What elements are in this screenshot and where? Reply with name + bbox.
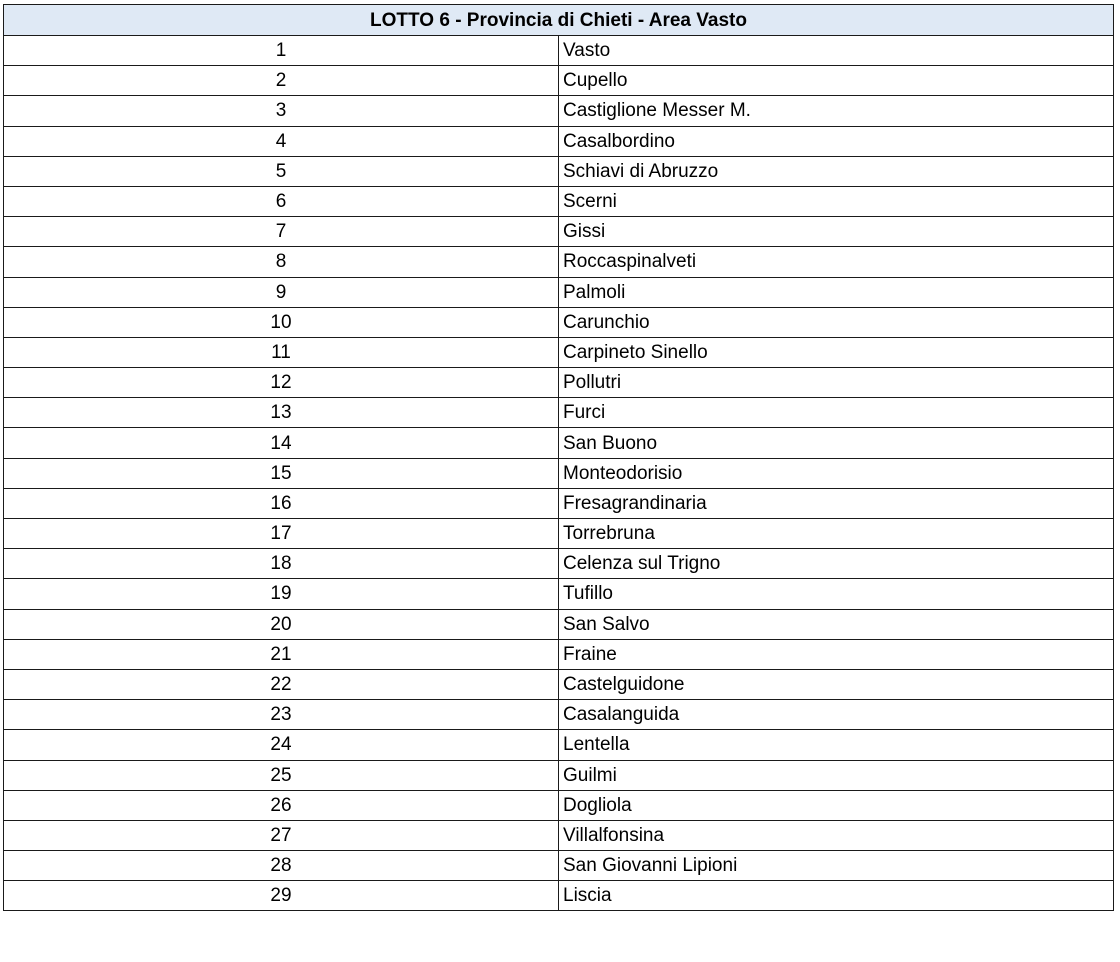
municipality-name-cell[interactable]: Carunchio	[559, 307, 1114, 337]
municipality-name-cell[interactable]: Torrebruna	[559, 519, 1114, 549]
municipality-name-cell[interactable]: Lentella	[559, 730, 1114, 760]
row-number-cell[interactable]: 26	[4, 790, 559, 820]
table-row	[4, 549, 1114, 579]
title-row	[4, 5, 1114, 36]
municipality-name-cell[interactable]: Schiavi di Abruzzo	[559, 156, 1114, 186]
table-row	[4, 428, 1114, 458]
municipality-name-cell[interactable]: Carpineto Sinello	[559, 337, 1114, 367]
municipality-name-cell[interactable]: Dogliola	[559, 790, 1114, 820]
table-row	[4, 156, 1114, 186]
row-number-cell[interactable]: 4	[4, 126, 559, 156]
row-number-cell[interactable]: 17	[4, 519, 559, 549]
row-number-cell[interactable]: 23	[4, 700, 559, 730]
municipality-name-cell[interactable]: Palmoli	[559, 277, 1114, 307]
table-row	[4, 488, 1114, 518]
table-row	[4, 790, 1114, 820]
municipality-name-cell[interactable]: Celenza sul Trigno	[559, 549, 1114, 579]
row-number-cell[interactable]: 11	[4, 337, 559, 367]
table-row	[4, 458, 1114, 488]
table-body	[4, 36, 1114, 911]
row-number-cell[interactable]: 21	[4, 639, 559, 669]
table-row	[4, 96, 1114, 126]
row-number-cell[interactable]: 22	[4, 669, 559, 699]
municipality-name-cell[interactable]: Vasto	[559, 36, 1114, 66]
table-row	[4, 609, 1114, 639]
municipality-name-cell[interactable]: Roccaspinalveti	[559, 247, 1114, 277]
table-row	[4, 307, 1114, 337]
municipality-name-cell[interactable]: San Salvo	[559, 609, 1114, 639]
municipality-name-cell[interactable]: San Giovanni Lipioni	[559, 851, 1114, 881]
municipality-name-cell[interactable]: Guilmi	[559, 760, 1114, 790]
municipality-name-cell[interactable]: Castelguidone	[559, 669, 1114, 699]
table-row	[4, 851, 1114, 881]
row-number-cell[interactable]: 27	[4, 820, 559, 850]
municipality-name-cell[interactable]: Pollutri	[559, 368, 1114, 398]
row-number-cell[interactable]: 29	[4, 881, 559, 911]
table-row	[4, 669, 1114, 699]
municipality-name-cell[interactable]: Gissi	[559, 217, 1114, 247]
municipality-name-cell[interactable]: Liscia	[559, 881, 1114, 911]
municipality-name-cell[interactable]: Fraine	[559, 639, 1114, 669]
row-number-cell[interactable]: 18	[4, 549, 559, 579]
table-row	[4, 398, 1114, 428]
table-row	[4, 277, 1114, 307]
table-row	[4, 519, 1114, 549]
table-row	[4, 36, 1114, 66]
row-number-cell[interactable]: 7	[4, 217, 559, 247]
row-number-cell[interactable]: 24	[4, 730, 559, 760]
table-row	[4, 639, 1114, 669]
municipality-name-cell[interactable]: Casalbordino	[559, 126, 1114, 156]
municipality-name-cell[interactable]: San Buono	[559, 428, 1114, 458]
row-number-cell[interactable]: 15	[4, 458, 559, 488]
row-number-cell[interactable]: 6	[4, 186, 559, 216]
row-number-cell[interactable]: 10	[4, 307, 559, 337]
table-row	[4, 217, 1114, 247]
row-number-cell[interactable]: 14	[4, 428, 559, 458]
row-number-cell[interactable]: 2	[4, 66, 559, 96]
municipality-name-cell[interactable]: Scerni	[559, 186, 1114, 216]
table-row	[4, 368, 1114, 398]
row-number-cell[interactable]: 3	[4, 96, 559, 126]
table-row	[4, 700, 1114, 730]
table-row	[4, 760, 1114, 790]
municipality-table	[3, 4, 1114, 911]
municipality-name-cell[interactable]: Villalfonsina	[559, 820, 1114, 850]
municipality-name-cell[interactable]: Fresagrandinaria	[559, 488, 1114, 518]
table-row	[4, 730, 1114, 760]
table-row	[4, 820, 1114, 850]
municipality-name-cell[interactable]: Cupello	[559, 66, 1114, 96]
row-number-cell[interactable]: 28	[4, 851, 559, 881]
municipality-name-cell[interactable]: Monteodorisio	[559, 458, 1114, 488]
table-row	[4, 126, 1114, 156]
row-number-cell[interactable]: 9	[4, 277, 559, 307]
table-row	[4, 186, 1114, 216]
table-row	[4, 247, 1114, 277]
row-number-cell[interactable]: 19	[4, 579, 559, 609]
municipality-name-cell[interactable]: Castiglione Messer M.	[559, 96, 1114, 126]
table-row	[4, 579, 1114, 609]
row-number-cell[interactable]: 16	[4, 488, 559, 518]
row-number-cell[interactable]: 8	[4, 247, 559, 277]
row-number-cell[interactable]: 1	[4, 36, 559, 66]
row-number-cell[interactable]: 20	[4, 609, 559, 639]
municipality-name-cell[interactable]: Furci	[559, 398, 1114, 428]
table-title[interactable]: LOTTO 6 - Provincia di Chieti - Area Vasto	[4, 5, 1114, 36]
row-number-cell[interactable]: 13	[4, 398, 559, 428]
table-row	[4, 66, 1114, 96]
table-row	[4, 337, 1114, 367]
row-number-cell[interactable]: 25	[4, 760, 559, 790]
table-row	[4, 881, 1114, 911]
municipality-name-cell[interactable]: Tufillo	[559, 579, 1114, 609]
row-number-cell[interactable]: 5	[4, 156, 559, 186]
row-number-cell[interactable]: 12	[4, 368, 559, 398]
municipality-name-cell[interactable]: Casalanguida	[559, 700, 1114, 730]
